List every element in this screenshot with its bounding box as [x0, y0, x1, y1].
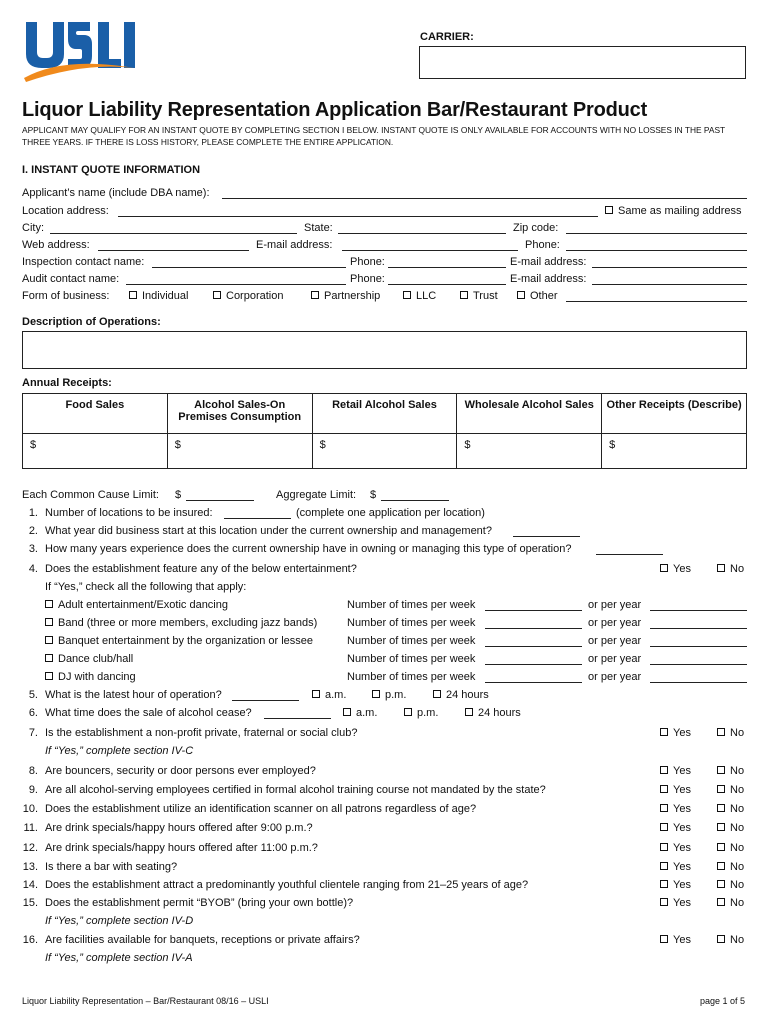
per-year-label: or per year [588, 617, 642, 629]
per-year-field[interactable] [650, 610, 747, 611]
question-8-label: Are bouncers, security or door persons ever employed? [45, 765, 316, 777]
question-16-no[interactable]: No [717, 934, 744, 946]
city-field[interactable] [50, 233, 297, 234]
inspection-phone-label: Phone: [350, 256, 385, 268]
question-7-no[interactable]: No [717, 727, 744, 739]
checkbox-icon[interactable] [660, 843, 668, 851]
question-15-yes[interactable]: Yes [660, 897, 691, 909]
times-per-week-label: Number of times per week [347, 617, 476, 629]
question-number: 2. [28, 525, 38, 537]
page-subtitle: APPLICANT MAY QUALIFY FOR AN INSTANT QUOTE BY COMPLETING SECTION I BELOW. INSTANT QUOTE IS ONLY AVAILABLE FOR ACCOUNTS WITH NO LOSSES IN THE PAST THREE YEARS. IF THERE IS LOSS HISTORY, PLEASE COMPLETE THE ENTIRE APPLICATION. [22, 125, 726, 147]
question-13-yes[interactable]: Yes [660, 861, 691, 873]
per-year-label: or per year [588, 653, 642, 665]
footer-page-number: page 1 of 5 [700, 996, 746, 1006]
carrier-field[interactable] [419, 46, 746, 79]
question-15-label: Does the establishment permit “BYOB” (bring your own bottle)? [45, 897, 354, 909]
receipts-header-retail-alcohol: Retail Alcohol Sales [312, 394, 457, 434]
usli-logo [22, 16, 140, 82]
question-12-no[interactable]: No [717, 842, 744, 854]
question-14-yes[interactable]: Yes [660, 879, 691, 891]
audit-email-label: E-mail address: [510, 273, 587, 285]
applicant-name-label: Applicant’s name (include DBA name): [22, 187, 210, 199]
times-per-week-field[interactable] [485, 682, 582, 683]
business-option-other[interactable]: Other [517, 290, 558, 302]
checkbox-icon[interactable] [660, 898, 668, 906]
question-2-field[interactable] [513, 536, 580, 537]
city-label: City: [22, 222, 44, 234]
receipts-alcohol-on-premises-field[interactable]: $ [167, 434, 312, 469]
question-2-label: What year did business start at this location under the current ownership and management? [45, 525, 492, 537]
aggregate-limit-label: Aggregate Limit: [276, 489, 357, 501]
times-per-week-field[interactable] [485, 610, 582, 611]
checkbox-icon[interactable] [717, 898, 725, 906]
per-year-field[interactable] [650, 682, 747, 683]
question-16-yes[interactable]: Yes [660, 934, 691, 946]
checkbox-icon[interactable] [403, 291, 411, 299]
question-10-no[interactable]: No [717, 803, 744, 815]
zip-field[interactable] [566, 233, 747, 234]
checkbox-icon[interactable] [372, 690, 380, 698]
question-5-field[interactable] [232, 700, 299, 701]
question-1-label: Number of locations to be insured: [45, 507, 213, 519]
question-7-yes[interactable]: Yes [660, 727, 691, 739]
entertainment-option-dance-club[interactable]: Dance club/hall [45, 653, 133, 665]
question-12-label: Are drink specials/happy hours offered after 11:00 p.m.? [45, 842, 318, 854]
checkbox-icon[interactable] [717, 843, 725, 851]
each-common-cause-label: Each Common Cause Limit: [22, 489, 159, 501]
state-field[interactable] [338, 233, 506, 234]
annual-receipts-label: Annual Receipts: [22, 377, 112, 389]
checkbox-icon[interactable] [45, 600, 53, 608]
question-14-no[interactable]: No [717, 879, 744, 891]
checkbox-icon[interactable] [433, 690, 441, 698]
times-per-week-field[interactable] [485, 664, 582, 665]
question-number: 8. [28, 765, 38, 777]
zip-label: Zip code: [513, 222, 559, 234]
question-number: 6. [28, 707, 38, 719]
checkbox-icon[interactable] [660, 785, 668, 793]
question-number: 12. [22, 842, 38, 854]
form-of-business-label: Form of business: [22, 290, 110, 302]
question-6-pm[interactable]: p.m. [404, 707, 438, 719]
question-4-note: If “Yes,” check all the following that apply: [45, 581, 247, 593]
question-4-no[interactable]: No [717, 563, 744, 575]
question-number: 16. [22, 934, 38, 946]
question-6-field[interactable] [264, 718, 331, 719]
checkbox-icon[interactable] [343, 708, 351, 716]
inspection-phone-field[interactable] [388, 267, 506, 268]
receipts-other-field[interactable]: $ [602, 434, 747, 469]
receipts-header-food: Food Sales [23, 394, 168, 434]
applicant-name-field[interactable] [222, 198, 747, 199]
checkbox-icon[interactable] [660, 804, 668, 812]
question-number: 5. [28, 689, 38, 701]
carrier-label: CARRIER: [420, 31, 474, 43]
question-number: 4. [28, 563, 38, 575]
checkbox-icon[interactable] [660, 766, 668, 774]
checkbox-icon[interactable] [717, 728, 725, 736]
business-option-corporation[interactable]: Corporation [213, 290, 283, 302]
question-1-note: (complete one application per location) [296, 507, 485, 519]
question-15-note: If “Yes,” complete section IV-D [45, 915, 194, 927]
question-8-no[interactable]: No [717, 765, 744, 777]
question-11-yes[interactable]: Yes [660, 822, 691, 834]
checkbox-icon[interactable] [660, 862, 668, 870]
checkbox-icon[interactable] [465, 708, 473, 716]
email-field[interactable] [342, 250, 518, 251]
audit-email-field[interactable] [592, 284, 747, 285]
web-address-label: Web address: [22, 239, 90, 251]
section-heading: I. INSTANT QUOTE INFORMATION [22, 164, 201, 176]
question-12-yes[interactable]: Yes [660, 842, 691, 854]
location-address-label: Location address: [22, 205, 109, 217]
checkbox-icon[interactable] [717, 862, 725, 870]
times-per-week-label: Number of times per week [347, 653, 476, 665]
audit-contact-field[interactable] [126, 284, 346, 285]
times-per-week-label: Number of times per week [347, 671, 476, 683]
each-common-cause-currency: $ [175, 489, 182, 501]
annual-receipts-table [22, 393, 747, 469]
question-4-label: Does the establishment feature any of the below entertainment? [45, 563, 357, 575]
checkbox-icon[interactable] [660, 728, 668, 736]
question-number: 7. [28, 727, 38, 739]
checkbox-icon[interactable] [517, 291, 525, 299]
question-10-yes[interactable]: Yes [660, 803, 691, 815]
checkbox-icon[interactable] [605, 206, 613, 214]
same-as-mailing-option[interactable]: Same as mailing address [605, 205, 742, 217]
business-other-field[interactable] [566, 301, 747, 302]
checkbox-icon[interactable] [45, 618, 53, 626]
business-option-llc[interactable]: LLC [403, 290, 436, 302]
question-1-field[interactable] [224, 518, 291, 519]
question-9-no[interactable]: No [717, 784, 744, 796]
checkbox-icon[interactable] [717, 935, 725, 943]
per-year-field[interactable] [650, 646, 747, 647]
inspection-email-field[interactable] [592, 267, 747, 268]
phone-field[interactable] [566, 250, 747, 251]
checkbox-icon[interactable] [45, 636, 53, 644]
audit-phone-label: Phone: [350, 273, 385, 285]
question-14-label: Does the establishment attract a predominantly youthful clientele ranging from 21–25 years of age? [45, 879, 529, 891]
inspection-contact-label: Inspection contact name: [22, 256, 145, 268]
aggregate-limit-field[interactable] [381, 500, 449, 501]
entertainment-option-dj[interactable]: DJ with dancing [45, 671, 136, 683]
entertainment-option-band[interactable]: Band (three or more members, excluding jazz bands) [45, 617, 317, 629]
question-6-24-hours[interactable]: 24 hours [465, 707, 521, 719]
business-option-individual[interactable]: Individual [129, 290, 188, 302]
per-year-label: or per year [588, 671, 642, 683]
per-year-label: or per year [588, 599, 642, 611]
question-number: 14. [22, 879, 38, 891]
footer-form-id: Liquor Liability Representation – Bar/Restaurant 08/16 – USLI [22, 996, 269, 1006]
checkbox-icon[interactable] [660, 823, 668, 831]
checkbox-icon[interactable] [717, 766, 725, 774]
times-per-week-label: Number of times per week [347, 635, 476, 647]
question-number: 11. [23, 822, 38, 834]
question-13-no[interactable]: No [717, 861, 744, 873]
question-number: 15. [22, 897, 38, 909]
web-address-field[interactable] [98, 250, 249, 251]
receipts-wholesale-alcohol-field[interactable]: $ [457, 434, 602, 469]
times-per-week-label: Number of times per week [347, 599, 476, 611]
business-option-partnership[interactable]: Partnership [311, 290, 380, 302]
checkbox-icon[interactable] [311, 291, 319, 299]
checkbox-icon[interactable] [717, 823, 725, 831]
question-7-label: Is the establishment a non-profit private, fraternal or social club? [45, 727, 358, 739]
checkbox-icon[interactable] [660, 880, 668, 888]
times-per-week-field[interactable] [485, 628, 582, 629]
per-year-field[interactable] [650, 628, 747, 629]
checkbox-icon[interactable] [213, 291, 221, 299]
description-field[interactable] [22, 331, 747, 369]
question-number: 9. [28, 784, 38, 796]
checkbox-icon[interactable] [45, 672, 53, 680]
question-number: 13. [22, 861, 38, 873]
per-year-field[interactable] [650, 664, 747, 665]
each-common-cause-field[interactable] [186, 500, 254, 501]
checkbox-icon[interactable] [660, 935, 668, 943]
question-5-24-hours[interactable]: 24 hours [433, 689, 489, 701]
checkbox-icon[interactable] [717, 785, 725, 793]
receipts-retail-alcohol-field[interactable]: $ [312, 434, 457, 469]
question-11-no[interactable]: No [717, 822, 744, 834]
checkbox-icon[interactable] [45, 654, 53, 662]
state-label: State: [304, 222, 333, 234]
question-11-label: Are drink specials/happy hours offered after 9:00 p.m.? [45, 822, 313, 834]
question-9-label: Are all alcohol-serving employees certified in formal alcohol training course not mandated by the state? [45, 784, 546, 796]
question-15-no[interactable]: No [717, 897, 744, 909]
entertainment-option-adult[interactable]: Adult entertainment/Exotic dancing [45, 599, 228, 611]
checkbox-icon[interactable] [717, 804, 725, 812]
entertainment-option-banquet[interactable]: Banquet entertainment by the organization or lessee [45, 635, 313, 647]
question-number: 1. [28, 507, 38, 519]
question-6-label: What time does the sale of alcohol cease? [45, 707, 252, 719]
inspection-contact-field[interactable] [152, 267, 346, 268]
receipts-food-field[interactable]: $ [23, 434, 168, 469]
phone-label: Phone: [525, 239, 560, 251]
question-number: 10. [22, 803, 38, 815]
checkbox-icon[interactable] [717, 564, 725, 572]
question-6-am[interactable]: a.m. [343, 707, 377, 719]
receipts-header-wholesale-alcohol: Wholesale Alcohol Sales [457, 394, 602, 434]
description-label: Description of Operations: [22, 316, 161, 328]
question-9-yes[interactable]: Yes [660, 784, 691, 796]
times-per-week-field[interactable] [485, 646, 582, 647]
checkbox-icon[interactable] [717, 880, 725, 888]
question-16-label: Are facilities available for banquets, receptions or private affairs? [45, 934, 360, 946]
per-year-label: or per year [588, 635, 642, 647]
question-8-yes[interactable]: Yes [660, 765, 691, 777]
question-5-pm[interactable]: p.m. [372, 689, 406, 701]
question-number: 3. [28, 543, 38, 555]
question-4-yes[interactable]: Yes [660, 563, 691, 575]
page-title: Liquor Liability Representation Application Bar/Restaurant Product [22, 99, 648, 121]
question-5-label: What is the latest hour of operation? [45, 689, 222, 701]
question-3-field[interactable] [596, 554, 663, 555]
question-3-label: How many years experience does the current ownership have in owning or managing this type of operation? [45, 543, 572, 555]
receipts-header-other: Other Receipts (Describe) [602, 394, 747, 434]
audit-phone-field[interactable] [388, 284, 506, 285]
inspection-email-label: E-mail address: [510, 256, 587, 268]
checkbox-icon[interactable] [404, 708, 412, 716]
question-13-label: Is there a bar with seating? [45, 861, 178, 873]
checkbox-icon[interactable] [460, 291, 468, 299]
question-16-note: If “Yes,” complete section IV-A [45, 952, 193, 964]
checkbox-icon[interactable] [129, 291, 137, 299]
receipts-header-alcohol-on-premises: Alcohol Sales-On Premises Consumption [167, 394, 312, 434]
question-7-note: If “Yes,” complete section IV-C [45, 745, 194, 757]
question-5-am[interactable]: a.m. [312, 689, 346, 701]
location-address-field[interactable] [118, 216, 598, 217]
aggregate-limit-currency: $ [370, 489, 377, 501]
question-10-label: Does the establishment utilize an identification scanner on all patrons regardless of age? [45, 803, 477, 815]
checkbox-icon[interactable] [660, 564, 668, 572]
checkbox-icon[interactable] [312, 690, 320, 698]
audit-contact-label: Audit contact name: [22, 273, 120, 285]
business-option-trust[interactable]: Trust [460, 290, 498, 302]
email-label: E-mail address: [256, 239, 333, 251]
